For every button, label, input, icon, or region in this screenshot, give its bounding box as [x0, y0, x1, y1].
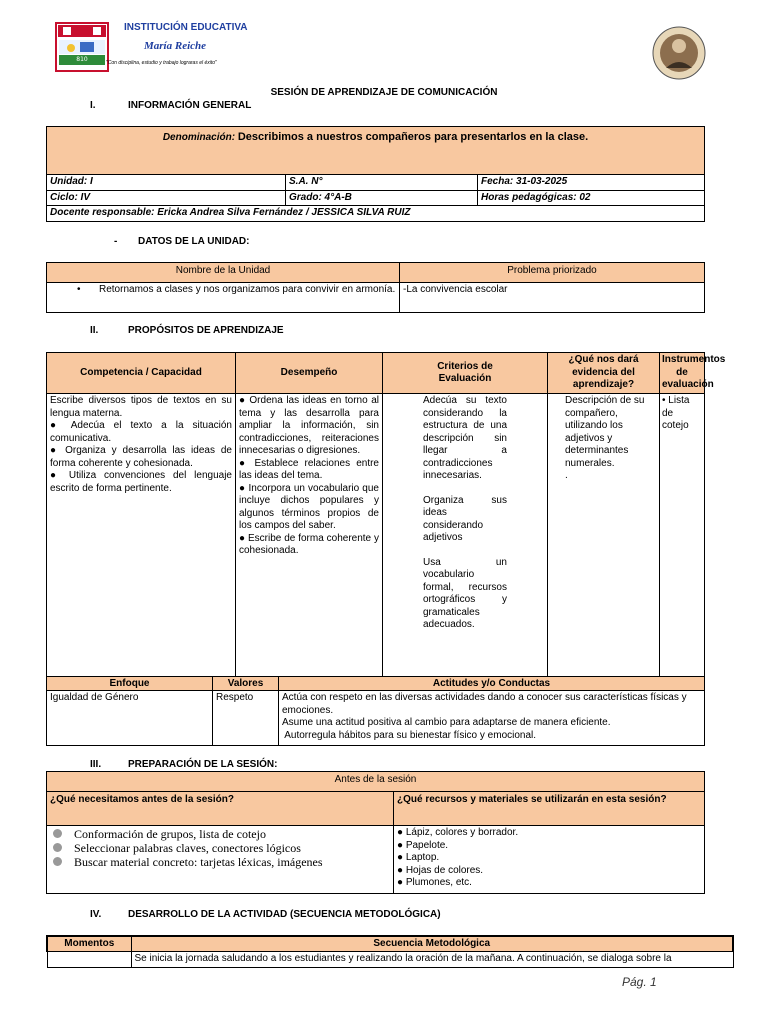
- institution-line2: María Reiche: [144, 40, 207, 52]
- section3-num: III.: [90, 759, 102, 770]
- unit-name-header: Nombre de la Unidad: [47, 263, 400, 283]
- evidencia-cell: Descripción de su compañero, utilizando los adjetivos y determinantes numerales. .: [548, 394, 660, 677]
- unit-name: Retornamos a clases y nos organizamos para convivir en armonía.: [99, 284, 396, 295]
- section3-title: PREPARACIÓN DE LA SESIÓN:: [128, 759, 278, 770]
- logo-year: 810: [76, 56, 88, 63]
- grado: Grado: 4°A-B: [286, 190, 478, 206]
- resource-item: ● Plumones, etc.: [397, 877, 472, 888]
- sa-number: S.A. N°: [286, 175, 478, 191]
- section2-title: PROPÓSITOS DE APRENDIZAJE: [128, 325, 284, 336]
- actitud-item: Asume una actitud positiva al cambio para adaptarse de manera eficiente.: [282, 717, 611, 728]
- criterio-item: Organiza sus ideas considerando adjetivos: [423, 494, 507, 543]
- resource-item: ● Hojas de colores.: [397, 864, 484, 876]
- valores-header: Valores: [213, 677, 279, 691]
- motto: "Con disciplina, estudio y trabajo lograras el éxito": [106, 60, 217, 66]
- criterios-header: Criterios de Evaluación: [383, 353, 548, 394]
- secuencia-cell: Se inicia la jornada saludando a los estudiantes y realizando la oración de la mañana. A continuación, se dialoga sobre la: [131, 952, 733, 968]
- evidencia-header: ¿Qué nos dará evidencia del aprendizaje?: [548, 353, 660, 394]
- unit-table: [46, 262, 705, 313]
- momento-cell: [47, 952, 131, 968]
- actitudes-cell: [279, 691, 705, 746]
- denominacion-label: Denominación:: [162, 132, 236, 143]
- desempeno-header: Desempeño: [236, 353, 383, 394]
- circle-bullet-icon: [53, 857, 62, 866]
- docente: Docente responsable: Ericka Andrea Silva Fernández / JESSICA SILVA RUIZ: [47, 206, 705, 222]
- actitud-item: Actúa con respeto en las diversas actividades dando a conocer sus características físicas y emociones.: [282, 692, 687, 716]
- problem-cell: -La convivencia escolar: [400, 283, 705, 313]
- section4-title: DESARROLLO DE LA ACTIVIDAD (SECUENCIA METODOLÓGICA): [128, 909, 441, 920]
- general-info-table: [46, 126, 705, 222]
- capacidad-item: ● Adecúa el texto a la situación comunicativa.: [50, 420, 232, 444]
- prep-header: Antes de la sesión: [47, 772, 705, 792]
- competencia-intro: Escribe diversos tipos de textos en su lengua materna.: [50, 395, 232, 419]
- resource-item: ● Papelote.: [397, 839, 449, 851]
- resources-cell: [394, 826, 705, 894]
- capacidad-item: ● Utiliza convenciones del lenguaje escrito de forma pertinente.: [50, 470, 232, 494]
- actitud-item: Autorregula hábitos para su bienestar físico y emocional.: [282, 729, 537, 741]
- momentos-header: Momentos: [47, 936, 131, 952]
- section1-num: I.: [90, 100, 96, 111]
- criterio-item: Adecúa su texto considerando la estructura de una descripción sin llegar a contradicciones innecesarias.: [423, 395, 507, 481]
- desempeno-item: ● Escribe de forma coherente y cohesionada.: [239, 532, 379, 556]
- values-table: [46, 676, 705, 746]
- instrumentos-header: Instrumentos de evaluación: [660, 353, 705, 394]
- development-table: [46, 935, 734, 968]
- desempeno-cell: [236, 394, 383, 677]
- fecha: Fecha: 31-03-2025: [478, 175, 705, 191]
- prep-question-needs: ¿Qué necesitamos antes de la sesión?: [47, 792, 394, 826]
- bullet-icon: •: [77, 284, 81, 295]
- competencia-header: Competencia / Capacidad: [47, 353, 236, 394]
- ciclo: Ciclo: IV: [47, 190, 286, 206]
- desempeno-item: ● Establece relaciones entre las ideas del tema.: [239, 457, 379, 481]
- criterio-item: Usa un vocabulario formal, recursos ortográficos y gramaticales adecuados.: [423, 556, 507, 630]
- problem-header: Problema priorizado: [400, 263, 705, 283]
- section1-title: INFORMACIÓN GENERAL: [128, 100, 252, 111]
- school-logo: [55, 22, 109, 72]
- actitudes-header: Actitudes y/o Conductas: [279, 677, 705, 691]
- circle-bullet-icon: [53, 829, 62, 838]
- page-number: Pág. 1: [622, 975, 657, 989]
- needs-cell: [47, 826, 394, 894]
- unit-bullet: -: [114, 236, 118, 247]
- competencia-cell: [47, 394, 236, 677]
- secuencia-header: Secuencia Metodológica: [131, 936, 733, 952]
- prep-question-resources: ¿Qué recursos y materiales se utilizarán en esta sesión?: [394, 792, 705, 826]
- purposes-table: [46, 352, 726, 677]
- denominacion-cell: [47, 127, 705, 175]
- instrumentos-cell: • Lista de cotejo: [660, 394, 705, 677]
- unit-section-title: DATOS DE LA UNIDAD:: [138, 236, 250, 247]
- need-item: Buscar material concreto: tarjetas léxicas, imágenes: [53, 855, 390, 869]
- resource-item: ● Laptop.: [397, 852, 440, 863]
- horas: Horas pedagógicas: 02: [478, 190, 705, 206]
- preparation-table: [46, 771, 705, 894]
- need-item: Conformación de grupos, lista de cotejo: [53, 827, 390, 841]
- criterios-cell: [383, 394, 548, 677]
- enfoque-cell: Igualdad de Género: [47, 691, 213, 746]
- section2-num: II.: [90, 325, 99, 336]
- portrait-seal: [636, 22, 722, 84]
- denominacion-text: Describimos a nuestros compañeros para presentarlos en la clase.: [237, 131, 589, 143]
- circle-bullet-icon: [53, 843, 62, 852]
- institution-line1: INSTITUCIÓN EDUCATIVA: [124, 22, 248, 33]
- enfoque-header: Enfoque: [47, 677, 213, 691]
- section4-num: IV.: [90, 909, 102, 920]
- resource-item: ● Lápiz, colores y borrador.: [397, 827, 519, 838]
- unidad: Unidad: I: [47, 175, 286, 191]
- unit-name-cell: [47, 283, 400, 313]
- page-title: SESIÓN DE APRENDIZAJE DE COMUNICACIÓN: [270, 87, 498, 98]
- desempeno-item: ● Incorpora un vocabulario que incluye dichos populares y algunos términos propios de los campos del saber.: [239, 482, 379, 531]
- desempeno-item: ● Ordena las ideas en torno al tema y las desarrolla para ampliar la información, sin contradicciones, reiteraciones innecesarias o digresiones.: [239, 395, 379, 456]
- valor-cell: Respeto: [213, 691, 279, 746]
- capacidad-item: ● Organiza y desarrolla las ideas de forma coherente y cohesionada.: [50, 445, 232, 469]
- need-item: Seleccionar palabras claves, conectores lógicos: [53, 841, 390, 855]
